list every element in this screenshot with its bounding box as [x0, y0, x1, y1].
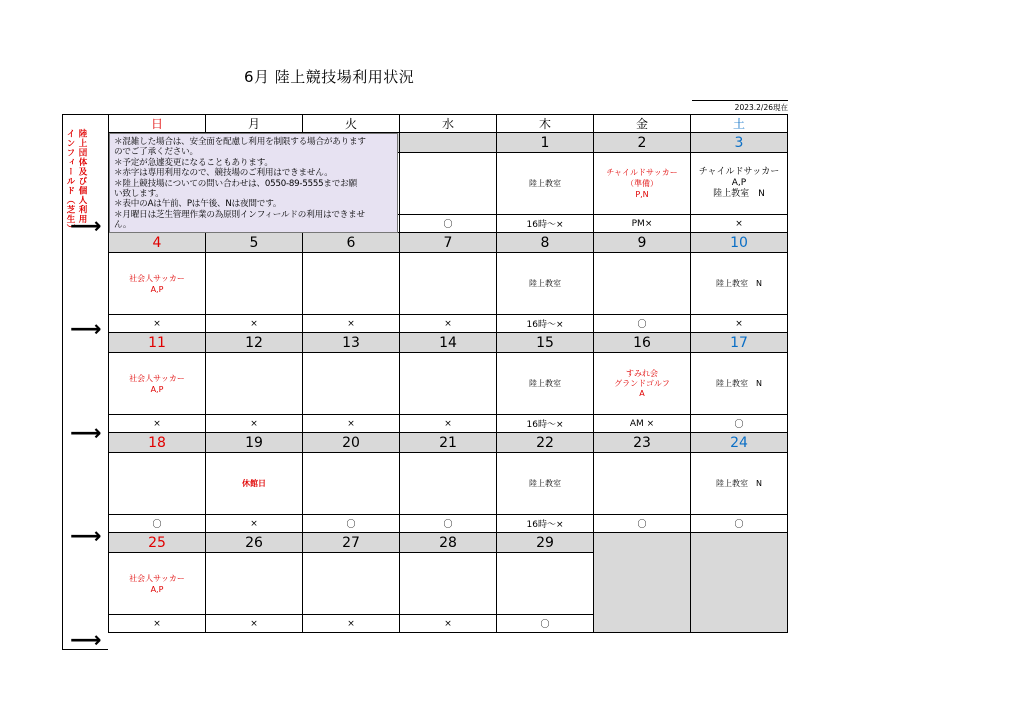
note-line: ＊赤字は専用利用なので、競技場のご利用はできません。	[114, 168, 333, 179]
notes-box	[109, 133, 398, 233]
note-line: ＊予定が急遽変更になることもあります。	[114, 157, 273, 168]
date-cell: 3	[691, 133, 788, 153]
date-row	[109, 233, 788, 253]
event-cell: 陸上教室	[497, 353, 594, 415]
status-cell: ×	[109, 615, 206, 633]
date-cell: 14	[400, 333, 497, 353]
status-cell: 〇	[594, 515, 691, 533]
date-cell: 8	[497, 233, 594, 253]
event-cell: 陸上教室 N	[691, 253, 788, 315]
note-line: ＊陸上競技場についての問い合わせは、0550-89-5555までお願	[114, 178, 357, 189]
empty-cell	[691, 533, 788, 633]
status-cell: ×	[691, 315, 788, 333]
status-cell: 〇	[497, 615, 594, 633]
status-cell: ×	[206, 615, 303, 633]
date-row	[109, 533, 788, 553]
date-cell: 19	[206, 433, 303, 453]
arrow-icon: ⟶	[70, 214, 102, 239]
weekday-sun: 日	[109, 115, 206, 133]
date-cell: 27	[303, 533, 400, 553]
event-row	[109, 253, 788, 315]
note-line: ＊月曜日は芝生管理作業の為原則インフィールドの利用はできませ	[114, 209, 365, 220]
date-cell: 25	[109, 533, 206, 553]
event-cell	[303, 253, 400, 315]
event-cell	[691, 153, 788, 215]
status-cell: 16時～×	[497, 215, 594, 233]
event-cell: 陸上教室 N	[691, 353, 788, 415]
event-cell	[303, 553, 400, 615]
event-cell	[497, 553, 594, 615]
status-cell: ×	[109, 415, 206, 433]
date-cell: 29	[497, 533, 594, 553]
date-cell: 17	[691, 333, 788, 353]
date-cell: 21	[400, 433, 497, 453]
date-cell: 4	[109, 233, 206, 253]
arrow-icon: ⟶	[70, 421, 102, 446]
event-cell	[400, 153, 497, 215]
event-row	[109, 453, 788, 515]
event-cell: 陸上教室 N	[691, 453, 788, 515]
event-cell	[400, 553, 497, 615]
empty-cell	[594, 533, 691, 633]
arrow-icon: ⟶	[70, 317, 102, 342]
status-cell: ×	[303, 615, 400, 633]
weekday-sat: 土	[691, 115, 788, 133]
status-cell: ×	[109, 315, 206, 333]
event-cell: 陸上教室	[497, 453, 594, 515]
event-cell	[400, 353, 497, 415]
status-cell: ×	[400, 615, 497, 633]
date-row	[109, 333, 788, 353]
weekday-fri: 金	[594, 115, 691, 133]
note-line: い致します。	[114, 189, 164, 200]
date-cell: 6	[303, 233, 400, 253]
status-cell: 〇	[594, 315, 691, 333]
status-cell: 〇	[109, 515, 206, 533]
side-label-infield: インフィールド（芝生）	[65, 129, 75, 234]
note-line: ＊表中のAは午前、Pは午後、Nは夜間です。	[114, 199, 282, 210]
date-cell: 2	[594, 133, 691, 153]
event-cell	[206, 253, 303, 315]
date-cell	[400, 133, 497, 153]
event-cell	[303, 353, 400, 415]
note-line: ＊混雑した場合は、安全面を配慮し利用を制限する場合があります	[114, 137, 366, 147]
date-cell: 26	[206, 533, 303, 553]
date-cell: 10	[691, 233, 788, 253]
event-cell	[109, 553, 206, 615]
status-cell: 〇	[400, 215, 497, 233]
weekday-wed: 水	[400, 115, 497, 133]
event-cell	[400, 453, 497, 515]
weekday-mon: 月	[206, 115, 303, 133]
event-text: 社会人サッカー A,P	[129, 573, 185, 594]
date-cell: 11	[109, 333, 206, 353]
date-cell: 20	[303, 433, 400, 453]
status-cell: ×	[400, 315, 497, 333]
status-cell: 〇	[691, 515, 788, 533]
event-text: すみれ会 グランドゴルフ A	[614, 368, 670, 398]
date-cell: 12	[206, 333, 303, 353]
date-cell: 18	[109, 433, 206, 453]
event-cell	[109, 453, 206, 515]
event-cell	[206, 553, 303, 615]
date-row	[109, 433, 788, 453]
status-cell: ×	[303, 315, 400, 333]
date-cell: 22	[497, 433, 594, 453]
status-cell: ×	[206, 515, 303, 533]
weekday-tue: 火	[303, 115, 400, 133]
arrow-icon: ⟶	[70, 524, 102, 549]
date-cell: 24	[691, 433, 788, 453]
status-row	[109, 315, 788, 333]
date-cell: 28	[400, 533, 497, 553]
note-line: のでご了承ください。	[114, 147, 198, 158]
weekday-thu: 木	[497, 115, 594, 133]
event-cell	[109, 353, 206, 415]
status-cell: 16時～×	[497, 315, 594, 333]
date-cell: 7	[400, 233, 497, 253]
status-cell: ×	[206, 315, 303, 333]
status-cell: 16時～×	[497, 515, 594, 533]
status-row	[109, 415, 788, 433]
status-cell: 〇	[691, 415, 788, 433]
status-cell: ×	[303, 415, 400, 433]
side-label-group-use: 陸上団体及び個人利用	[77, 129, 87, 224]
event-cell	[594, 153, 691, 215]
event-cell	[303, 453, 400, 515]
weekday-header-row	[109, 115, 788, 133]
date-cell: 13	[303, 333, 400, 353]
event-cell	[400, 253, 497, 315]
side-label-panel	[62, 114, 108, 653]
date-cell: 9	[594, 233, 691, 253]
event-text: 社会人サッカー A,P	[129, 273, 185, 294]
arrow-icon: ⟶	[70, 628, 102, 653]
status-cell: 〇	[400, 515, 497, 533]
date-cell: 5	[206, 233, 303, 253]
status-cell: 16時～×	[497, 415, 594, 433]
status-cell: AM ×	[594, 415, 691, 433]
date-cell: 15	[497, 333, 594, 353]
event-text: チャイルドサッカー （準備） P,N	[606, 168, 678, 199]
event-row	[109, 353, 788, 415]
event-cell: 陸上教室	[497, 253, 594, 315]
as-of-date: 2023.2/26現在	[692, 100, 788, 113]
status-cell: ×	[691, 215, 788, 233]
event-cell	[109, 253, 206, 315]
date-cell: 1	[497, 133, 594, 153]
date-cell: 16	[594, 333, 691, 353]
status-cell: 〇	[303, 515, 400, 533]
event-cell: 陸上教室	[497, 153, 594, 215]
event-text: チャイルドサッカー A,P 陸上教室 N	[698, 167, 780, 199]
event-cell-closed: 休館日	[206, 453, 303, 515]
event-cell	[206, 353, 303, 415]
status-cell: ×	[206, 415, 303, 433]
date-cell: 23	[594, 433, 691, 453]
page-title: 6月 陸上競技場利用状況	[244, 68, 415, 86]
note-line: ん。	[114, 220, 132, 231]
event-cell	[594, 353, 691, 415]
status-row	[109, 515, 788, 533]
event-cell	[594, 253, 691, 315]
status-cell: ×	[400, 415, 497, 433]
status-cell: PM×	[594, 215, 691, 233]
event-cell	[594, 453, 691, 515]
event-text: 社会人サッカー A,P	[129, 373, 185, 394]
